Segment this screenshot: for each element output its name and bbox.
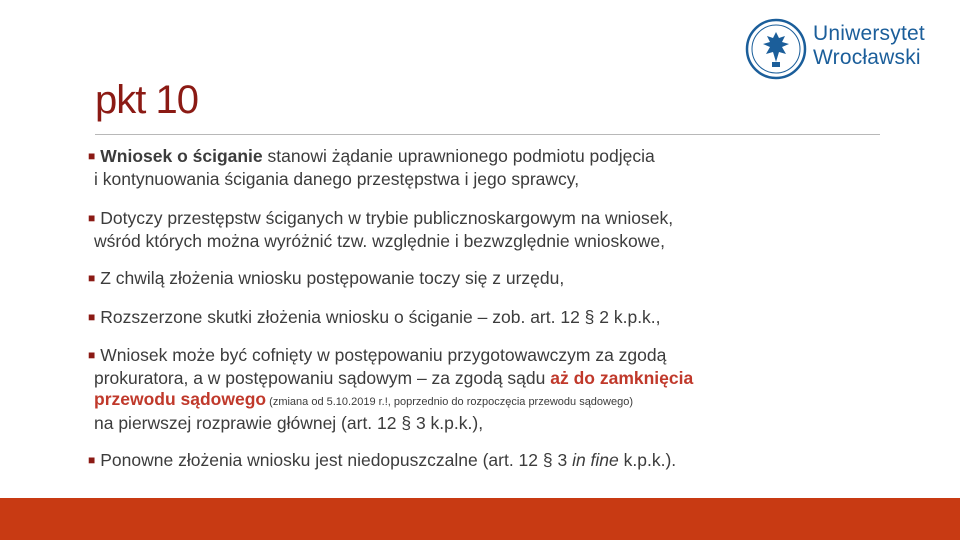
square-bullet-icon: ■ xyxy=(88,149,96,163)
item-2-text-2: wśród których można wyróżnić tzw. względnie i bezwzględnie wnioskowe, xyxy=(94,231,665,251)
item-5-text-1: Wniosek może być cofnięty w postępowaniu przygotowawczym za zgodą xyxy=(100,345,667,365)
item-5-emphasis-1: aż do zamknięcia xyxy=(550,368,694,388)
item-1-bold: Wniosek o ściganie xyxy=(100,146,263,166)
square-bullet-icon: ■ xyxy=(88,310,96,324)
slide-title: pkt 10 xyxy=(95,78,198,122)
item-2-text-1: Dotyczy przestępstw ściganych w trybie publicznoskargowym na wniosek, xyxy=(100,208,674,228)
title-divider xyxy=(95,134,880,135)
list-item-4 xyxy=(88,307,661,330)
item-5-text-2: prokuratora, a w postępowaniu sądowym – za zgodą sądu xyxy=(94,368,551,388)
list-item-1 xyxy=(88,146,655,190)
eagle-emblem-icon xyxy=(745,18,807,80)
item-6-italic: in fine xyxy=(572,450,619,470)
square-bullet-icon: ■ xyxy=(88,453,96,467)
square-bullet-icon: ■ xyxy=(88,348,96,362)
university-logo xyxy=(745,18,935,88)
list-item-2 xyxy=(88,208,673,252)
item-3-text-1: Z chwilą złożenia wniosku postępowanie toczy się z urzędu, xyxy=(100,268,565,288)
item-4-text-1: Rozszerzone skutki złożenia wniosku o ściganie – zob. art. 12 § 2 k.p.k., xyxy=(100,307,661,327)
square-bullet-icon: ■ xyxy=(88,271,96,285)
item-5-note: (zmiana od 5.10.2019 r.!, poprzednio do rozpoczęcia przewodu sądowego) xyxy=(266,396,634,408)
item-1-text-1: stanowi żądanie uprawnionego podmiotu podjęcia xyxy=(262,146,655,166)
item-5-line-2 xyxy=(88,368,868,389)
item-1-text-2: i kontynuowania ścigania danego przestępstwa i jego sprawcy, xyxy=(94,169,580,189)
item-6-text-2: k.p.k.). xyxy=(618,450,677,470)
list-item-6 xyxy=(88,450,676,473)
footer-bar xyxy=(0,498,960,540)
item-6-text-1: Ponowne złożenia wniosku jest niedopuszczalne (art. 12 § 3 xyxy=(100,450,573,470)
list-item-5 xyxy=(88,345,868,434)
logo-text xyxy=(813,22,925,70)
item-5-line-3 xyxy=(88,389,868,413)
square-bullet-icon: ■ xyxy=(88,211,96,225)
item-5-text-3: na pierwszej rozprawie głównej (art. 12 § 3 k.p.k.), xyxy=(94,413,484,433)
logo-line-1: Uniwersytet xyxy=(813,22,925,45)
logo-line-2: Wrocławski xyxy=(813,46,921,69)
list-item-3 xyxy=(88,268,564,291)
item-5-emphasis-2: przewodu sądowego xyxy=(94,389,267,409)
